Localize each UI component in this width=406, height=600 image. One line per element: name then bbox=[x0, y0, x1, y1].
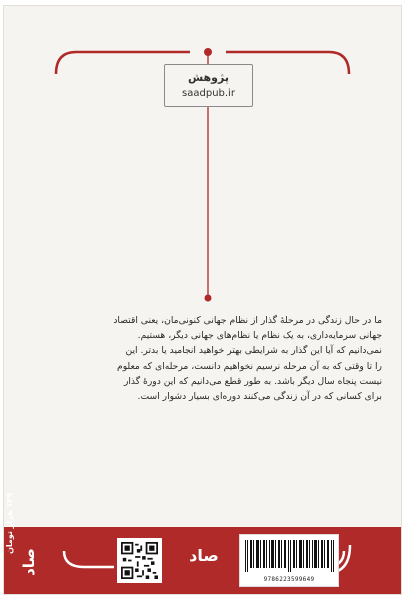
price-label: ۱۳۹ هزار تومان bbox=[5, 493, 14, 554]
isbn-number: 9786223599649 bbox=[263, 576, 315, 583]
publisher-website: saadpub.ir bbox=[182, 88, 235, 99]
decorative-frame-top bbox=[4, 6, 406, 316]
blurb-line: را تا وقتی که به آن مرحله نرسیم نخواهیم دانست، مرحله‌ای که معلوم bbox=[117, 360, 382, 372]
qr-code-icon bbox=[121, 542, 158, 579]
brand-logo-center: صاد bbox=[189, 546, 219, 565]
isbn-barcode bbox=[239, 534, 339, 587]
publisher-name: پژوهش bbox=[188, 71, 229, 84]
publisher-box bbox=[164, 64, 253, 107]
blurb-line: برای کسانی که در آن زندگی می‌کنند دوره‌ای بسیار دشوار است. bbox=[137, 391, 382, 403]
qr-code bbox=[117, 538, 162, 583]
barcode-icon bbox=[245, 540, 335, 572]
blurb-line: ما در حال زندگی در مرحلهٔ گذار از نظام جهانی کنونی‌مان، یعنی اقتصاد bbox=[113, 315, 382, 326]
blurb-line: نیست پنجاه سال دیگر باشد. به طور قطع می‌دانیم که این دورهٔ گذار bbox=[123, 375, 382, 387]
brand-logo-left: صاد bbox=[20, 548, 38, 576]
blurb-line: نمی‌دانیم که آیا این گذار به شرایطی بهتر خواهید انجامید یا بدتر. این bbox=[125, 345, 382, 357]
book-back-cover bbox=[4, 6, 401, 594]
blurb-text bbox=[46, 313, 382, 404]
blurb-line: جهانی سرمایه‌داری، به یک نظام یا نظام‌های جهانی دیگر، هستیم. bbox=[137, 330, 382, 342]
